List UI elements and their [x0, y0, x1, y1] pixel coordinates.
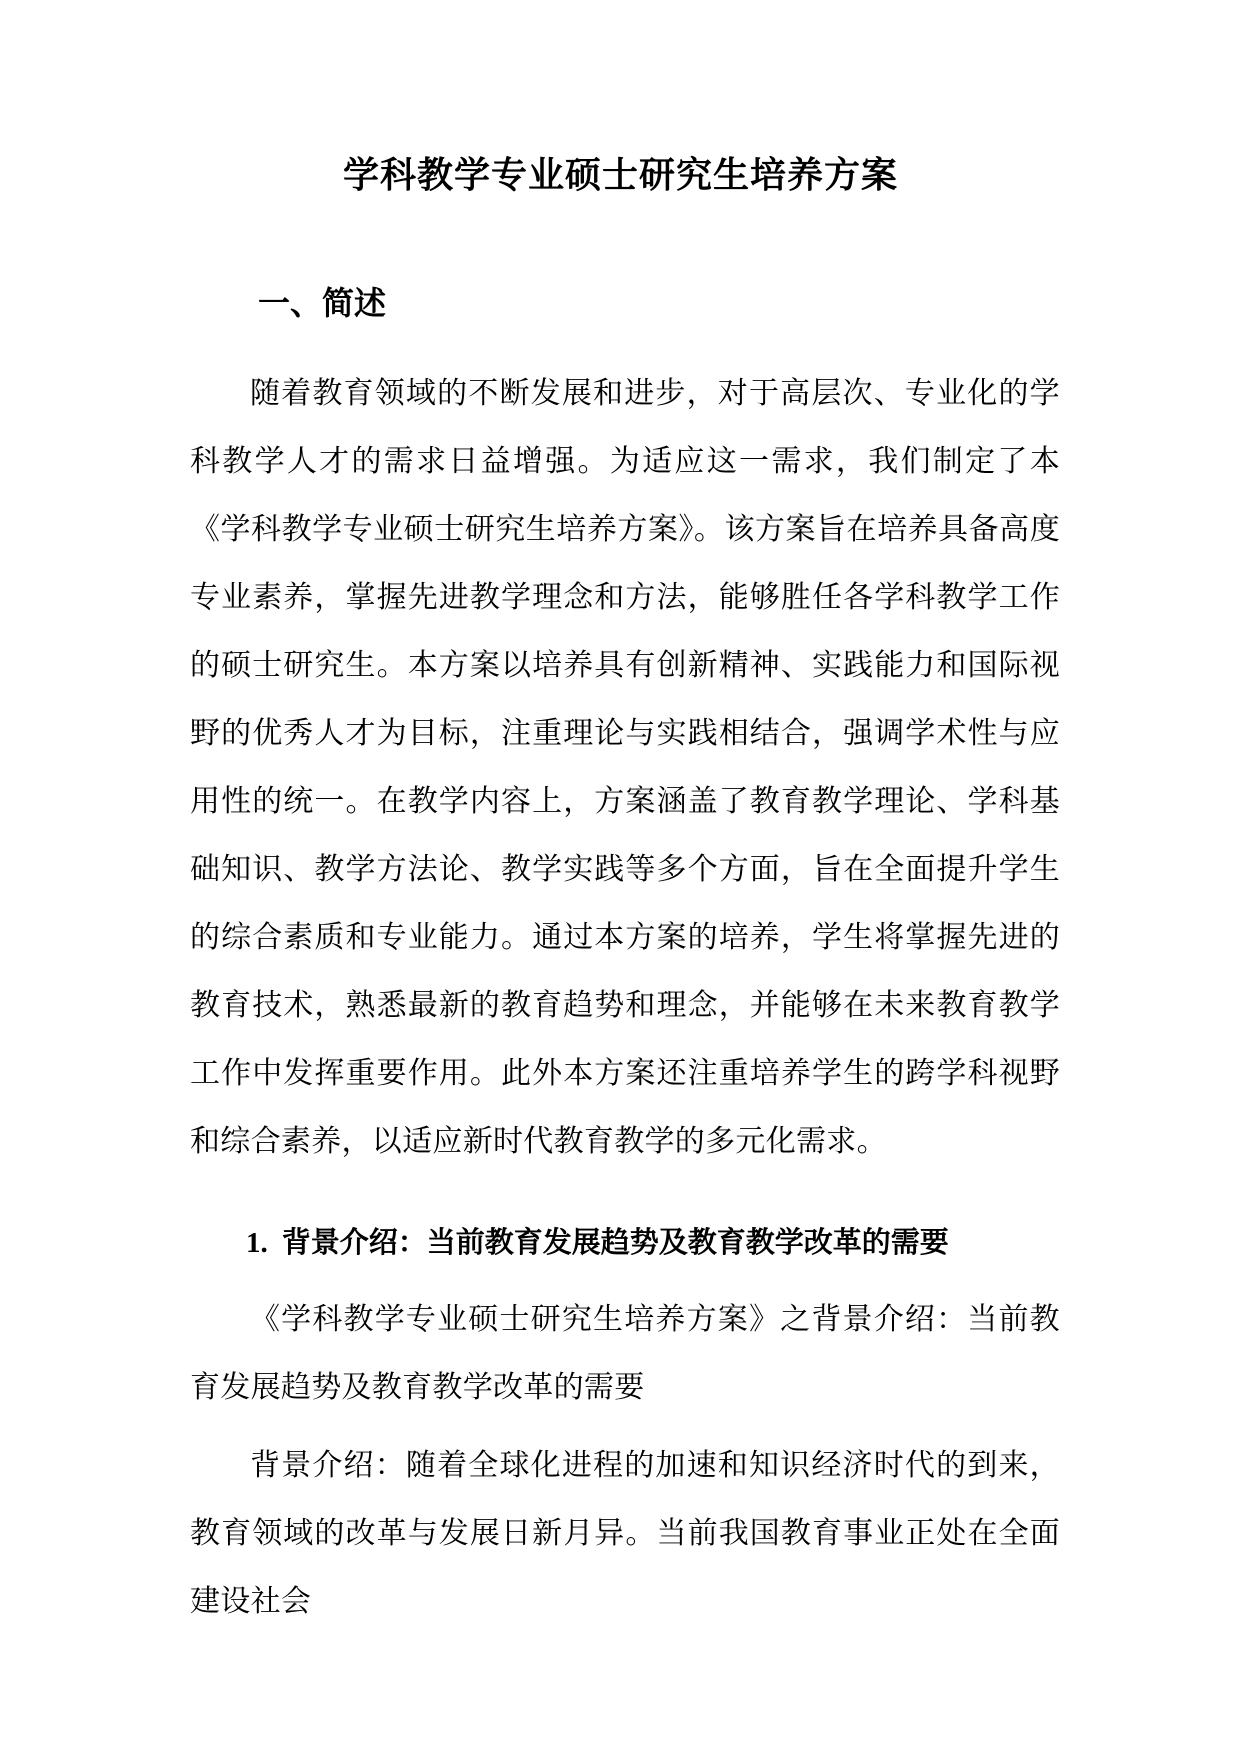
overview-paragraph: 随着教育领域的不断发展和进步，对于高层次、专业化的学科教学人才的需求日益增强。为适应这一需求，我们制定了本《学科教学专业硕士研究生培养方案》。该方案旨在培养具备高度专业素养，掌握先进教学理念和方法，能够胜任各学科教学工作的硕士研究生。本方案以培养具有创新精神、实践能力和国际视野的优秀人才为目标，注重理论与实践相结合，强调学术性与应用性的统一。在教学内容上，方案涵盖了教育教学理论、学科基础知识、教学方法论、教学实践等多个方面，旨在全面提升学生的综合素质和专业能力。通过本方案的培养，学生将掌握先进的教育技术，熟悉最新的教育趋势和理念，并能够在未来教育教学工作中发挥重要作用。此外本方案还注重培养学生的跨学科视野和综合素养，以适应新时代教育教学的多元化需求。 — [190, 376, 1060, 1159]
document-title: 学科教学专业硕士研究生培养方案 — [342, 154, 898, 196]
subsection-heading-background — [246, 1218, 949, 1267]
subsection-number: 1. — [246, 1227, 268, 1259]
subsection-heading-text: 背景介绍：当前教育发展趋势及教育教学改革的需要 — [281, 1225, 949, 1259]
background-paragraph-1: 《学科教学专业硕士研究生培养方案》之背景介绍：当前教育发展趋势及教育教学改革的需要 — [190, 1302, 1060, 1405]
background-paragraph-2: 背景介绍：随着全球化进程的加速和知识经济时代的到来，教育领域的改革与发展日新月异。当前我国教育事业正处在全面建设社会 — [190, 1448, 1060, 1619]
section-heading-overview: 一、简述 — [258, 284, 387, 322]
